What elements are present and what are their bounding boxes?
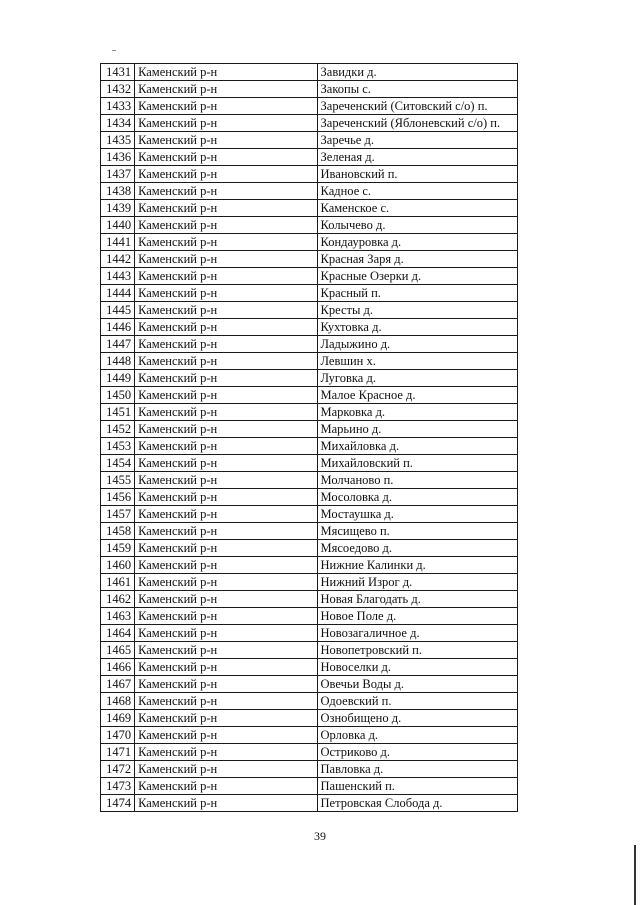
district-cell: Каменский р-н (135, 404, 317, 421)
district-cell: Каменский р-н (135, 710, 317, 727)
table-row (101, 710, 518, 727)
settlement-cell: Малое Красное д. (317, 387, 517, 404)
table-row (101, 557, 518, 574)
table-row (101, 251, 518, 268)
row-number: 1467 (101, 676, 135, 693)
row-number: 1461 (101, 574, 135, 591)
row-number: 1473 (101, 778, 135, 795)
table-row (101, 540, 518, 557)
district-cell: Каменский р-н (135, 795, 317, 812)
district-cell: Каменский р-н (135, 302, 317, 319)
row-number: 1441 (101, 234, 135, 251)
row-number: 1432 (101, 81, 135, 98)
row-number: 1471 (101, 744, 135, 761)
table-row (101, 455, 518, 472)
settlement-cell: Остриково д. (317, 744, 517, 761)
table-row (101, 98, 518, 115)
table-row (101, 183, 518, 200)
district-cell: Каменский р-н (135, 268, 317, 285)
row-number: 1453 (101, 438, 135, 455)
settlement-cell: Петровская Слобода д. (317, 795, 517, 812)
row-number: 1447 (101, 336, 135, 353)
settlement-cell: Ознобищено д. (317, 710, 517, 727)
settlement-cell: Михайловка д. (317, 438, 517, 455)
settlement-cell: Новозагаличное д. (317, 625, 517, 642)
settlement-cell: Павловка д. (317, 761, 517, 778)
table-row (101, 404, 518, 421)
settlement-cell: Кадное с. (317, 183, 517, 200)
row-number: 1434 (101, 115, 135, 132)
row-number: 1450 (101, 387, 135, 404)
row-number: 1463 (101, 608, 135, 625)
row-number: 1445 (101, 302, 135, 319)
district-cell: Каменский р-н (135, 217, 317, 234)
settlement-cell: Пашенский п. (317, 778, 517, 795)
row-number: 1468 (101, 693, 135, 710)
district-cell: Каменский р-н (135, 455, 317, 472)
table-row (101, 421, 518, 438)
settlement-cell: Зареченский (Ситовский с/о) п. (317, 98, 517, 115)
settlement-cell: Нижние Калинки д. (317, 557, 517, 574)
table-row (101, 132, 518, 149)
district-cell: Каменский р-н (135, 557, 317, 574)
district-cell: Каменский р-н (135, 200, 317, 217)
table-row (101, 642, 518, 659)
settlement-cell: Марьино д. (317, 421, 517, 438)
settlement-cell: Кресты д. (317, 302, 517, 319)
district-cell: Каменский р-н (135, 285, 317, 302)
district-cell: Каменский р-н (135, 115, 317, 132)
table-row (101, 676, 518, 693)
settlement-cell: Зеленая д. (317, 149, 517, 166)
row-number: 1459 (101, 540, 135, 557)
row-number: 1460 (101, 557, 135, 574)
row-number: 1436 (101, 149, 135, 166)
table-row (101, 693, 518, 710)
table-row (101, 353, 518, 370)
district-cell: Каменский р-н (135, 234, 317, 251)
table-row (101, 285, 518, 302)
table-row (101, 574, 518, 591)
settlement-cell: Закопы с. (317, 81, 517, 98)
district-cell: Каменский р-н (135, 608, 317, 625)
settlement-cell: Красная Заря д. (317, 251, 517, 268)
table-row (101, 472, 518, 489)
row-number: 1466 (101, 659, 135, 676)
settlement-cell: Кондауровка д. (317, 234, 517, 251)
row-number: 1439 (101, 200, 135, 217)
settlement-cell: Луговка д. (317, 370, 517, 387)
district-cell: Каменский р-н (135, 81, 317, 98)
row-number: 1443 (101, 268, 135, 285)
settlement-cell: Мясищево п. (317, 523, 517, 540)
table-row (101, 115, 518, 132)
settlement-cell: Заречье д. (317, 132, 517, 149)
settlement-cell: Новое Поле д. (317, 608, 517, 625)
row-number: 1452 (101, 421, 135, 438)
table-row (101, 625, 518, 642)
district-cell: Каменский р-н (135, 319, 317, 336)
row-number: 1454 (101, 455, 135, 472)
settlement-cell: Новопетровский п. (317, 642, 517, 659)
scan-edge (634, 845, 636, 905)
row-number: 1444 (101, 285, 135, 302)
row-number: 1456 (101, 489, 135, 506)
table-row (101, 302, 518, 319)
table-row (101, 761, 518, 778)
settlement-cell: Красный п. (317, 285, 517, 302)
district-cell: Каменский р-н (135, 523, 317, 540)
district-cell: Каменский р-н (135, 251, 317, 268)
row-number: 1465 (101, 642, 135, 659)
settlement-cell: Орловка д. (317, 727, 517, 744)
settlement-cell: Нижний Изрог д. (317, 574, 517, 591)
row-number: 1474 (101, 795, 135, 812)
settlement-cell: Левшин х. (317, 353, 517, 370)
table-row (101, 370, 518, 387)
table-row (101, 506, 518, 523)
table-row (101, 608, 518, 625)
district-cell: Каменский р-н (135, 591, 317, 608)
row-number: 1446 (101, 319, 135, 336)
district-cell: Каменский р-н (135, 438, 317, 455)
settlement-cell: Новая Благодать д. (317, 591, 517, 608)
district-cell: Каменский р-н (135, 336, 317, 353)
district-cell: Каменский р-н (135, 625, 317, 642)
settlement-cell: Завидки д. (317, 64, 517, 81)
table-row (101, 217, 518, 234)
settlement-cell: Ивановский п. (317, 166, 517, 183)
settlements-table (100, 63, 518, 812)
district-cell: Каменский р-н (135, 166, 317, 183)
settlement-cell: Зареченский (Яблоневский с/о) п. (317, 115, 517, 132)
table-row (101, 438, 518, 455)
district-cell: Каменский р-н (135, 370, 317, 387)
row-number: 1431 (101, 64, 135, 81)
table-row (101, 149, 518, 166)
district-cell: Каменский р-н (135, 472, 317, 489)
row-number: 1469 (101, 710, 135, 727)
row-number: 1451 (101, 404, 135, 421)
settlement-cell: Михайловский п. (317, 455, 517, 472)
district-cell: Каменский р-н (135, 540, 317, 557)
row-number: 1472 (101, 761, 135, 778)
table-row (101, 795, 518, 812)
table-row (101, 387, 518, 404)
row-number: 1438 (101, 183, 135, 200)
district-cell: Каменский р-н (135, 659, 317, 676)
settlement-cell: Ладыжино д. (317, 336, 517, 353)
table-row (101, 268, 518, 285)
table-row (101, 166, 518, 183)
settlement-cell: Кухтовка д. (317, 319, 517, 336)
row-number: 1455 (101, 472, 135, 489)
settlement-cell: Мясоедово д. (317, 540, 517, 557)
district-cell: Каменский р-н (135, 574, 317, 591)
district-cell: Каменский р-н (135, 149, 317, 166)
district-cell: Каменский р-н (135, 778, 317, 795)
row-number: 1457 (101, 506, 135, 523)
district-cell: Каменский р-н (135, 353, 317, 370)
settlement-cell: Одоевский п. (317, 693, 517, 710)
table-row (101, 727, 518, 744)
table-row (101, 336, 518, 353)
settlement-cell: Мостаушка д. (317, 506, 517, 523)
row-number: 1440 (101, 217, 135, 234)
table-row (101, 778, 518, 795)
row-number: 1458 (101, 523, 135, 540)
scan-mark (112, 50, 116, 51)
district-cell: Каменский р-н (135, 421, 317, 438)
row-number: 1433 (101, 98, 135, 115)
table-body (101, 64, 518, 812)
settlement-cell: Мосоловка д. (317, 489, 517, 506)
row-number: 1470 (101, 727, 135, 744)
settlement-cell: Каменское с. (317, 200, 517, 217)
table-row (101, 523, 518, 540)
district-cell: Каменский р-н (135, 506, 317, 523)
settlement-cell: Молчаново п. (317, 472, 517, 489)
settlement-cell: Марковка д. (317, 404, 517, 421)
table-row (101, 591, 518, 608)
district-cell: Каменский р-н (135, 98, 317, 115)
table-row (101, 744, 518, 761)
district-cell: Каменский р-н (135, 676, 317, 693)
district-cell: Каменский р-н (135, 693, 317, 710)
district-cell: Каменский р-н (135, 387, 317, 404)
district-cell: Каменский р-н (135, 64, 317, 81)
table-row (101, 234, 518, 251)
settlement-cell: Новоселки д. (317, 659, 517, 676)
district-cell: Каменский р-н (135, 132, 317, 149)
row-number: 1462 (101, 591, 135, 608)
row-number: 1437 (101, 166, 135, 183)
district-cell: Каменский р-н (135, 761, 317, 778)
row-number: 1449 (101, 370, 135, 387)
district-cell: Каменский р-н (135, 727, 317, 744)
district-cell: Каменский р-н (135, 744, 317, 761)
table-row (101, 64, 518, 81)
row-number: 1435 (101, 132, 135, 149)
district-cell: Каменский р-н (135, 489, 317, 506)
district-cell: Каменский р-н (135, 183, 317, 200)
settlement-cell: Колычево д. (317, 217, 517, 234)
table-row (101, 81, 518, 98)
district-cell: Каменский р-н (135, 642, 317, 659)
table-row (101, 489, 518, 506)
table-row (101, 319, 518, 336)
settlement-cell: Красные Озерки д. (317, 268, 517, 285)
page-number: 39 (314, 829, 326, 843)
settlement-cell: Овечьи Воды д. (317, 676, 517, 693)
row-number: 1464 (101, 625, 135, 642)
table-row (101, 200, 518, 217)
table-row (101, 659, 518, 676)
row-number: 1448 (101, 353, 135, 370)
row-number: 1442 (101, 251, 135, 268)
